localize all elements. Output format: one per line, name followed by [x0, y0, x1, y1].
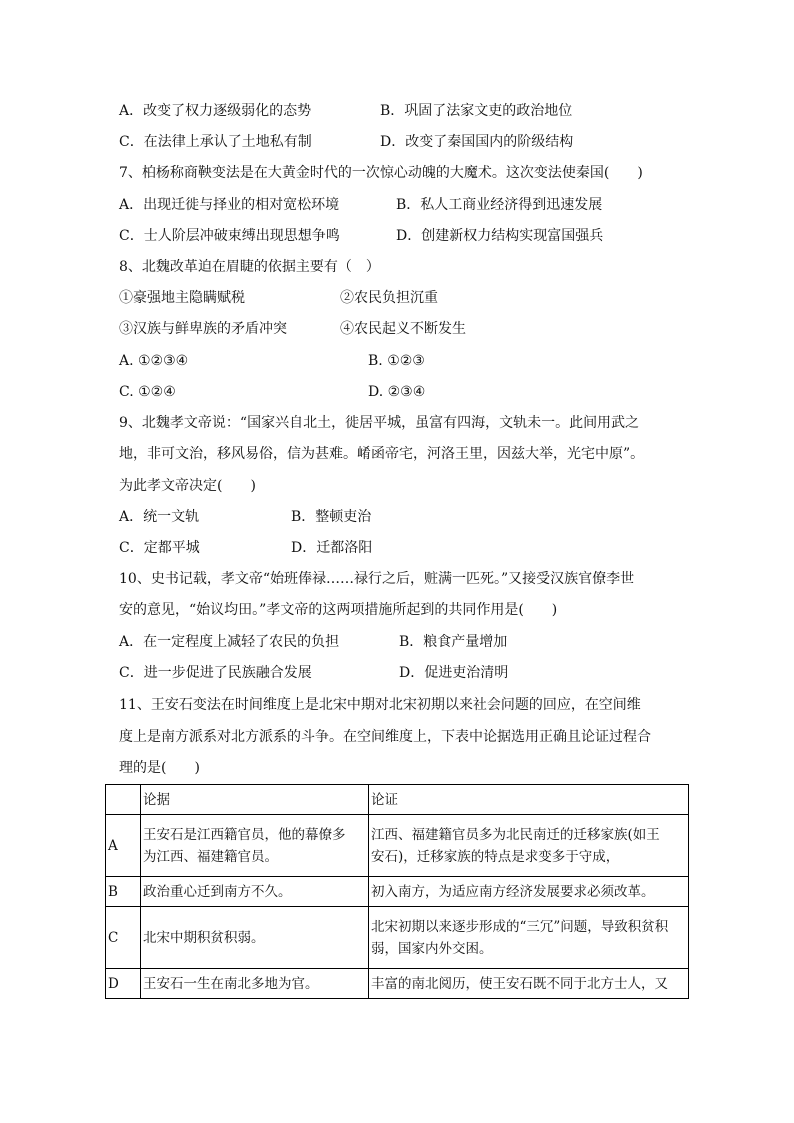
- q9-stem-line-1: 9、北魏孝文帝说：“国家兴自北土，徙居平城，虽富有四海，文轨未一。此间用武之: [119, 415, 640, 431]
- q10-option-d: D．促进吏治清明: [399, 665, 509, 681]
- q10-option-a: A．在一定程度上减轻了农民的负担: [119, 634, 340, 650]
- evidence-cell: [141, 815, 369, 877]
- argument-line: 北宋初期以来逐步形成的“三冗”问题，导致积贫积: [371, 918, 669, 935]
- q6-option-d: D．改变了秦国国内的阶级结构: [380, 134, 574, 150]
- table-row: [106, 877, 689, 907]
- q9-option-c: C．定都平城: [119, 540, 200, 556]
- argument-cell: [369, 877, 689, 907]
- q8-item-1: ①豪强地主隐瞒赋税: [119, 290, 245, 306]
- q9-option-b: B．整顿吏治: [291, 509, 372, 525]
- q8-item-4: ④农民起义不断发生: [340, 321, 466, 337]
- q7-option-a: A．出现迁徙与择业的相对宽松环境: [119, 197, 340, 213]
- q11-stem-line-1: 11、王安石变法在时间维度上是北宋中期对北宋初期以来社会问题的回应，在空间维: [119, 697, 641, 713]
- q8-option-a: A. ①②③④: [119, 353, 189, 369]
- q6-option-b: B．巩固了法家文吏的政治地位: [380, 103, 573, 119]
- q10-stem-line-1: 10、史书记载，孝文帝“始班俸禄……禄行之后，赃满一匹死。”又接受汉族官僚李世: [119, 571, 635, 587]
- q6-option-c: C．在法律上承认了土地私有制: [119, 134, 312, 150]
- evidence-line: 王安石是江西籍官员，他的幕僚多: [143, 826, 346, 843]
- q6-option-a: A．改变了权力逐级弱化的态势: [119, 103, 312, 119]
- q8-option-c: C. ①②④: [119, 384, 176, 400]
- q9-option-a: A．统一文轨: [119, 509, 200, 525]
- q8-option-b: B. ①②③: [368, 353, 425, 369]
- evidence-cell: [141, 877, 369, 907]
- q9-option-d: D．迁都洛阳: [291, 540, 373, 556]
- q11-table: [105, 784, 689, 999]
- table-header-cell: 论证: [369, 785, 689, 815]
- table-row: [106, 907, 689, 969]
- argument-line: 安石)，迁移家族的特点是求变多于守成，: [371, 848, 620, 865]
- row-label: B: [106, 877, 141, 907]
- q8-item-3: ③汉族与鲜卑族的矛盾冲突: [119, 321, 287, 337]
- row-label: D: [106, 969, 141, 999]
- q7-stem: 7、柏杨称商鞅变法是在大黄金时代的一次惊心动魄的大魔术。这次变法使秦国( ): [119, 165, 643, 181]
- argument-line: 江西、福建籍官员多为北民南迁的迁移家族(如王: [371, 826, 660, 843]
- q11-stem-line-2: 度上是南方派系对北方派系的斗争。在空间维度上，下表中论据选用正确且论证过程合: [119, 729, 651, 745]
- q10-option-c: C．进一步促进了民族融合发展: [119, 665, 312, 681]
- q7-option-d: D．创建新权力结构实现富国强兵: [396, 228, 604, 244]
- argument-line: 初入南方，为适应南方经济发展要求必须改革。: [371, 883, 655, 900]
- evidence-cell: [141, 969, 369, 999]
- q9-stem-line-3: 为此孝文帝决定( ): [119, 478, 256, 494]
- q10-stem-line-2: 安的意见，“始议均田。”孝文帝的这两项措施所起到的共同作用是( ): [119, 602, 558, 618]
- table-header-cell: [106, 785, 141, 815]
- argument-line: 丰富的南北阅历，使王安石既不同于北方士人，又: [371, 975, 668, 992]
- argument-cell: [369, 969, 689, 999]
- table-row: [106, 815, 689, 877]
- q11-stem-line-3: 理的是( ): [119, 760, 200, 776]
- argument-cell: [369, 815, 689, 877]
- table-header-row: [106, 785, 689, 815]
- evidence-line: 北宋中期积贫积弱。: [143, 929, 265, 946]
- argument-cell: [369, 907, 689, 969]
- evidence-cell: [141, 907, 369, 969]
- table-row: [106, 969, 689, 999]
- argument-line: 弱，国家内外交困。: [371, 940, 493, 957]
- q8-option-d: D. ②③④: [368, 384, 426, 400]
- row-label: A: [106, 815, 141, 877]
- evidence-line: 为江西、福建籍官员。: [143, 848, 278, 865]
- q8-item-2: ②农民负担沉重: [340, 290, 438, 306]
- q8-stem: 8、北魏改革迫在眉睫的依据主要有（ ）: [119, 259, 380, 275]
- evidence-line: 王安石一生在南北多地为官。: [143, 975, 319, 992]
- row-label: C: [106, 907, 141, 969]
- evidence-line: 政治重心迁到南方不久。: [143, 883, 292, 900]
- table-header-cell: 论据: [141, 785, 369, 815]
- q9-stem-line-2: 地，非可文治，移风易俗，信为甚难。崤函帝宅，河洛王里，因兹大举，光宅中原”。: [119, 446, 645, 462]
- q10-option-b: B．粮食产量增加: [399, 634, 508, 650]
- q7-option-b: B．私人工商业经济得到迅速发展: [396, 197, 603, 213]
- q7-option-c: C．士人阶层冲破束缚出现思想争鸣: [119, 228, 340, 244]
